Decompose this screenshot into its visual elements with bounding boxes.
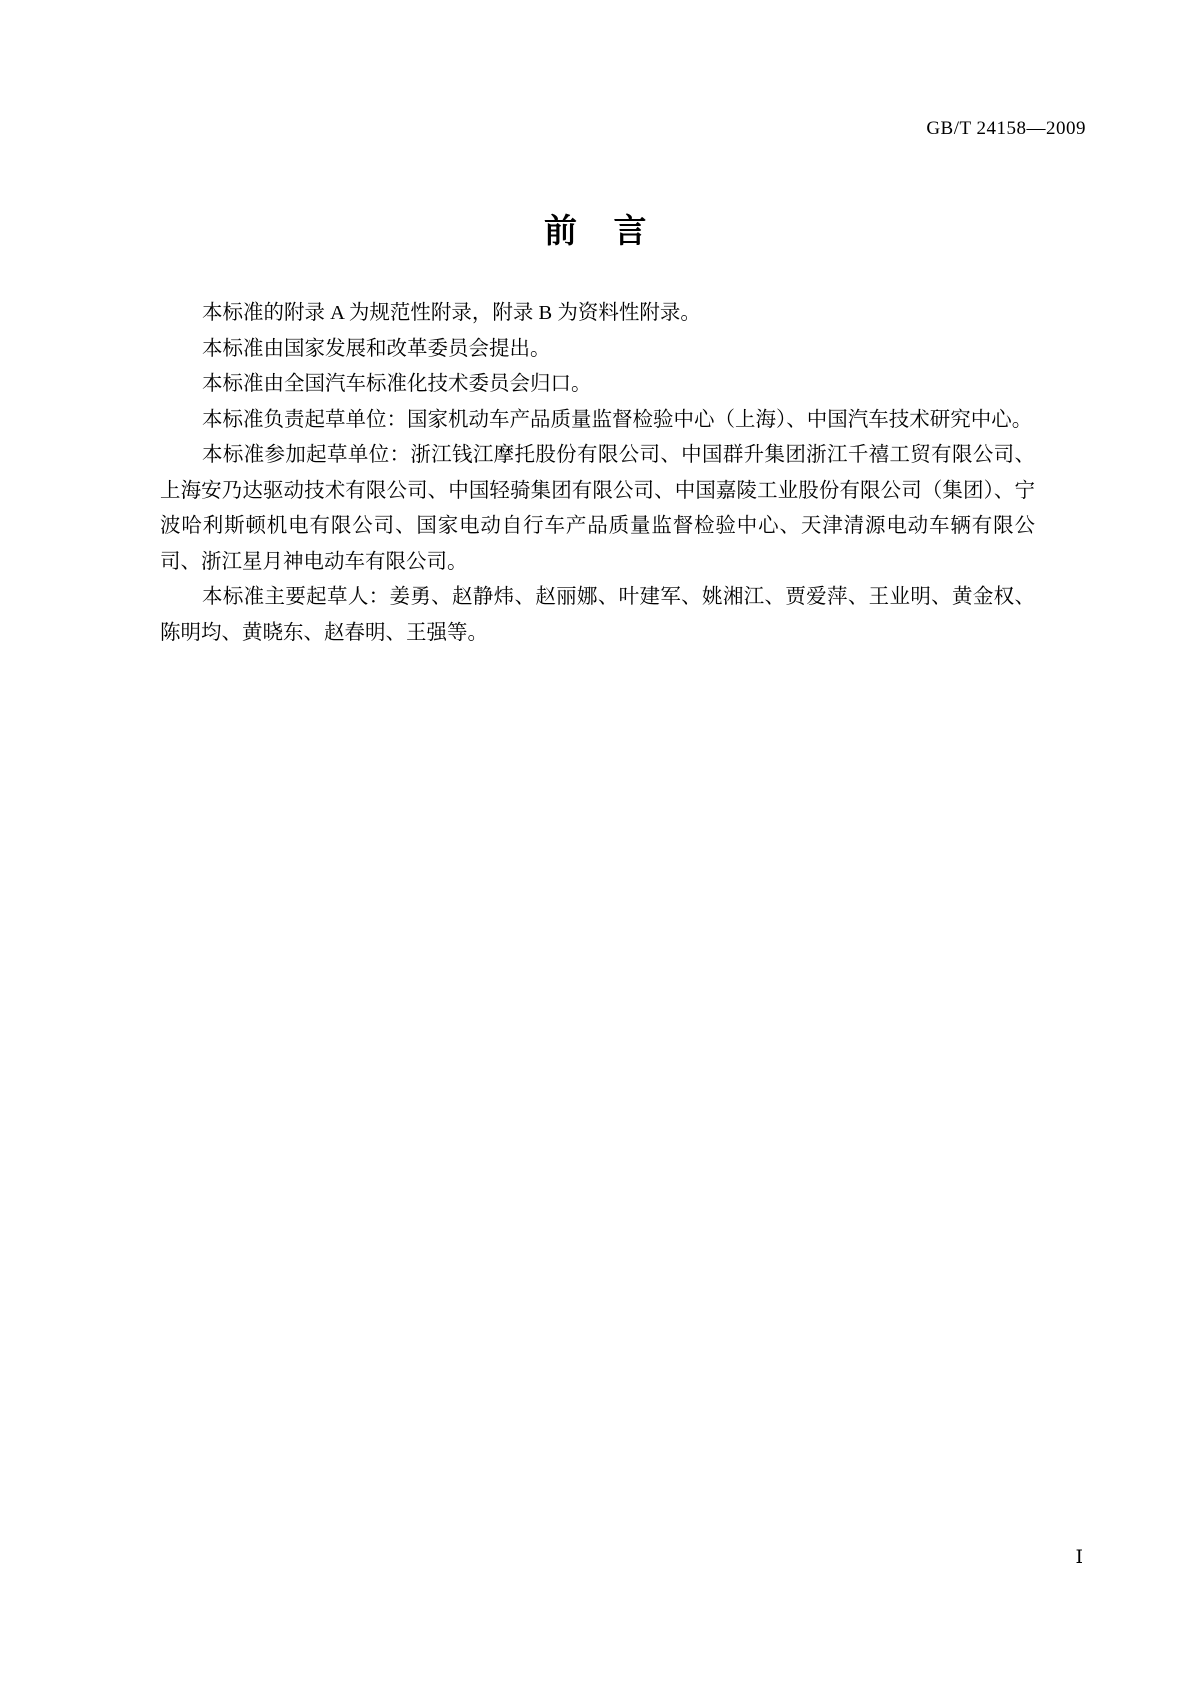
foreword-body: [160, 296, 1035, 651]
page-title-left-char: 前: [544, 214, 578, 250]
foreword-paragraph: 本标准的附录 A 为规范性附录，附录 B 为资料性附录。: [202, 302, 701, 324]
page-number: Ⅰ: [1075, 1547, 1083, 1568]
page-title: [0, 205, 1191, 252]
foreword-paragraph: 本标准主要起草人：姜勇、赵静炜、赵丽娜、叶建军、姚湘江、贾爱萍、王业明、黄金权、陈明均、黄晓东、赵春明、王强等。: [160, 586, 1035, 644]
foreword-paragraph: 本标准参加起草单位：浙江钱江摩托股份有限公司、中国群升集团浙江千禧工贸有限公司、上海安乃达驱动技术有限公司、中国轻骑集团有限公司、中国嘉陵工业股份有限公司（集团）、宁波哈利斯顿机电有限公司、国家电动自行车产品质量监督检验中心、天津清源电动车辆有限公司、浙江星月神电动车有限公司。: [160, 444, 1035, 573]
foreword-paragraph: 本标准由国家发展和改革委员会提出。: [202, 337, 551, 360]
page-title-right-char: 言: [613, 214, 647, 250]
foreword-paragraph: 本标准由全国汽车标准化技术委员会归口。: [202, 373, 592, 395]
standard-number-header: GB/T 24158—2009: [926, 118, 1086, 139]
foreword-paragraph: 本标准负责起草单位：国家机动车产品质量监督检验中心（上海）、中国汽车技术研究中心。: [202, 408, 1033, 431]
